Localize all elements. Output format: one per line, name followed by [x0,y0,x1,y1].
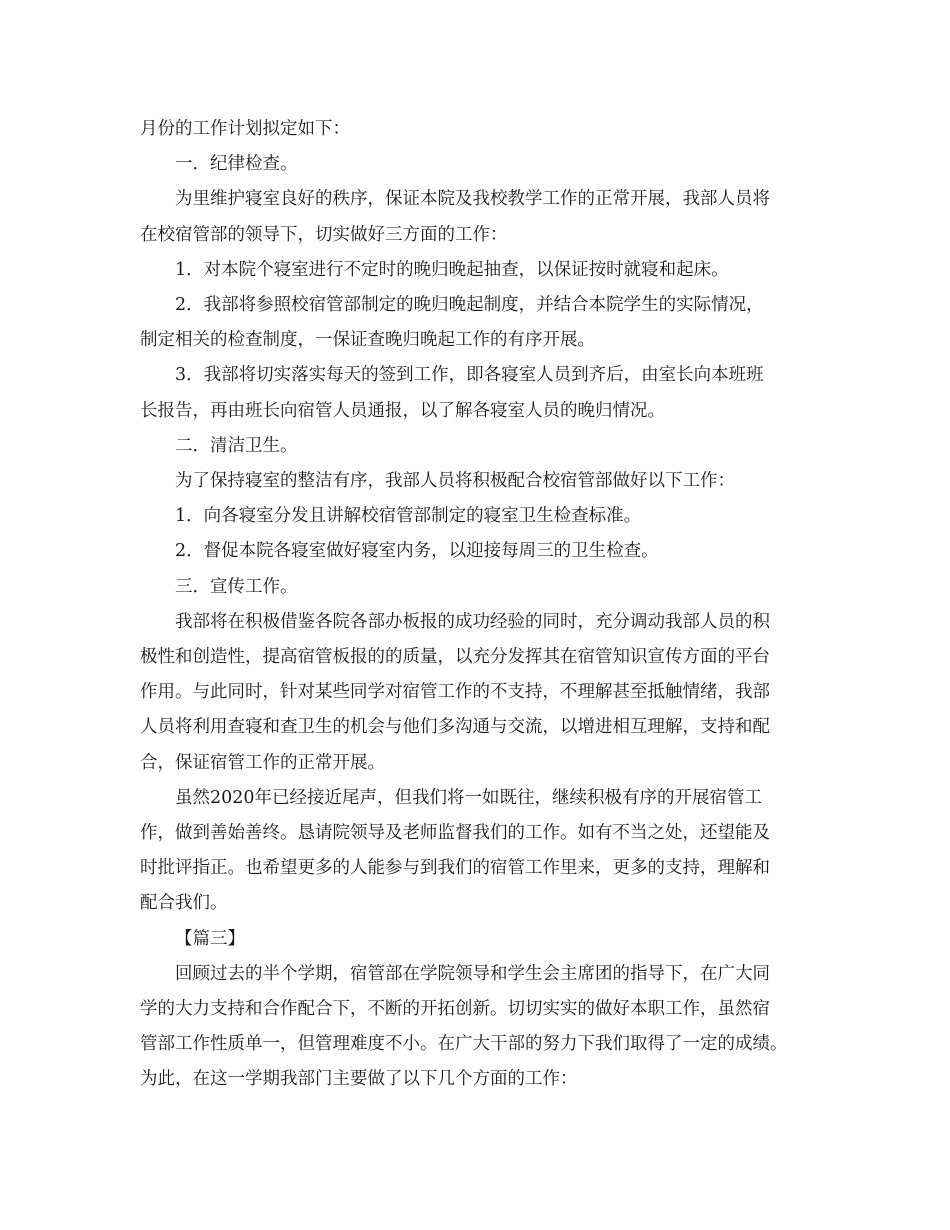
text-line: 为此，在这一学期我部门主要做了以下几个方面的工作： [140,1069,578,1090]
section-heading: 二．清洁卫生。 [175,435,298,456]
list-item: 3．我部将切实落实每天的签到工作，即各寝室人员到齐后，由室长向本班班 [175,365,764,386]
list-item: 2．督促本院各寝室做好寝室内务，以迎接每周三的卫生检查。 [175,541,659,562]
text-line: 我部将在积极借鉴各院各部办板报的成功经验的同时，充分调动我部人员的积 [175,611,770,632]
text-line: 管部工作性质单一，但管理难度不小。在广大干部的努力下我们取得了一定的成绩。 [140,1034,788,1055]
list-item: 1．对本院个寝室进行不定时的晚归晚起抽查，以保证按时就寝和起床。 [175,259,729,280]
section-heading: 三．宣传工作。 [175,576,298,597]
section-heading: 一．纪律检查。 [175,154,298,175]
text-line: 为里维护寝室良好的秩序，保证本院及我校教学工作的正常开展，我部人员将 [175,189,770,210]
text-line: 人员将利用查寝和查卫生的机会与他们多沟通与交流，以增进相互理解，支持和配 [140,717,770,738]
text-line: 为了保持寝室的整洁有序，我部人员将积极配合校宿管部做好以下工作： [175,471,735,492]
text-line: 虽然2020年已经接近尾声，但我们将一如既往，继续积极有序的开展宿管工 [175,787,763,808]
text-line: 月份的工作计划拟定如下： [140,119,350,139]
text-line: 在校宿管部的领导下，切实做好三方面的工作： [140,224,508,245]
text-line: 合，保证宿管工作的正常开展。 [140,752,385,773]
text-line: 制定相关的检查制度，一保证查晚归晚起工作的有序开展。 [140,330,595,351]
text-line: 极性和创造性，提高宿管板报的的质量，以充分发挥其在宿管知识宣传方面的平台 [140,647,770,668]
text-line: 学的大力支持和合作配合下，不断的开拓创新。切切实实的做好本职工作，虽然宿 [140,999,770,1020]
part-heading: 【篇三】 [175,928,245,949]
document-body [140,112,830,1098]
text-line: 作用。与此同时，针对某些同学对宿管工作的不支持，不理解甚至抵触情绪，我部 [140,682,770,703]
list-item: 1．向各寝室分发且讲解校宿管部制定的寝室卫生检查标准。 [175,506,642,527]
text-line: 时批评指正。也希望更多的人能参与到我们的宿管工作里来，更多的支持，理解和 [140,858,770,879]
list-item: 2．我部将参照校宿管部制定的晚归晚起制度，并结合本院学生的实际情况， [175,295,764,316]
text-line: 作，做到善始善终。恳请院领导及老师监督我们的工作。如有不当之处，还望能及 [140,823,770,844]
text-line: 回顾过去的半个学期，宿管部在学院领导和学生会主席团的指导下，在广大同 [175,963,770,984]
text-line: 长报告，再由班长向宿管人员通报，以了解各寝室人员的晚归情况。 [140,400,665,421]
text-line: 配合我们。 [140,893,228,914]
